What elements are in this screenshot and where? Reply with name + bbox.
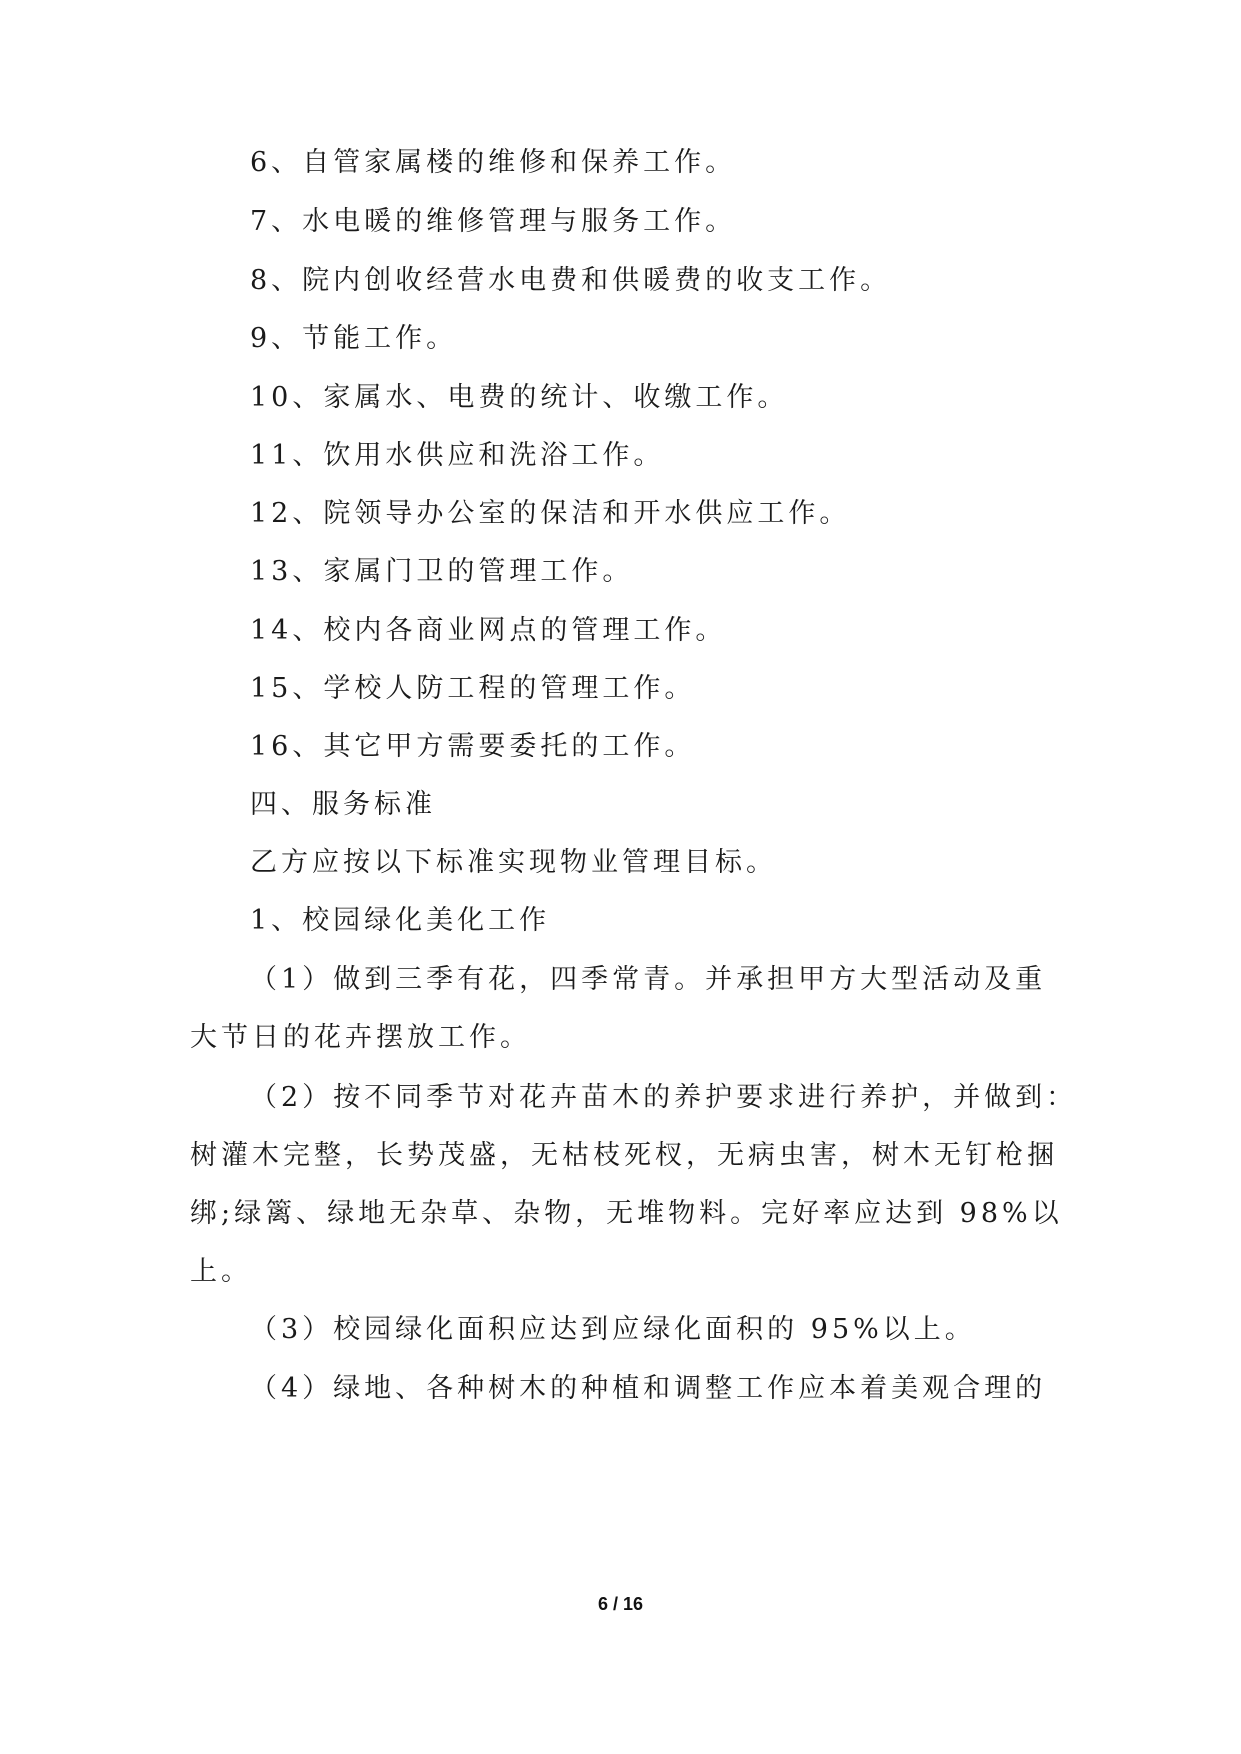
section-heading: 四、服务标准	[250, 789, 436, 820]
text-line: 乙方应按以下标准实现物业管理目标。	[250, 847, 777, 878]
page-number: 6 / 16	[597, 1594, 644, 1614]
subsection-heading: 1、校园绿化美化工作	[250, 905, 551, 936]
text-line: 绑;绿篱、绿地无杂草、杂物，无堆物料。完好率应达到 98%以	[190, 1198, 1063, 1229]
text-line: 树灌木完整，长势茂盛，无枯枝死杈，无病虫害，树木无钉枪捆	[190, 1140, 1058, 1171]
text-line: （1）做到三季有花，四季常青。并承担甲方大型活动及重	[250, 964, 1047, 995]
text-line: 15、学校人防工程的管理工作。	[250, 673, 696, 704]
text-line: 6、自管家属楼的维修和保养工作。	[250, 147, 737, 178]
text-line: 8、院内创收经营水电费和供暖费的收支工作。	[250, 265, 892, 296]
text-line: 14、校内各商业网点的管理工作。	[250, 615, 727, 646]
text-line: 11、饮用水供应和洗浴工作。	[250, 440, 665, 471]
text-line: 10、家属水、电费的统计、收缴工作。	[250, 382, 789, 413]
text-line: （3）校园绿化面积应达到应绿化面积的 95%以上。	[250, 1314, 976, 1345]
text-line: （4）绿地、各种树木的种植和调整工作应本着美观合理的	[250, 1373, 1047, 1404]
text-line: 13、家属门卫的管理工作。	[250, 556, 634, 587]
text-line: 16、其它甲方需要委托的工作。	[250, 731, 696, 762]
text-line: 上。	[190, 1256, 252, 1287]
text-line: 12、院领导办公室的保洁和开水供应工作。	[250, 498, 851, 529]
text-line: （2）按不同季节对花卉苗木的养护要求进行养护，并做到：	[250, 1082, 1078, 1113]
text-line: 大节日的花卉摆放工作。	[190, 1022, 531, 1053]
text-line: 7、水电暖的维修管理与服务工作。	[250, 206, 737, 237]
text-line: 9、节能工作。	[250, 323, 458, 354]
